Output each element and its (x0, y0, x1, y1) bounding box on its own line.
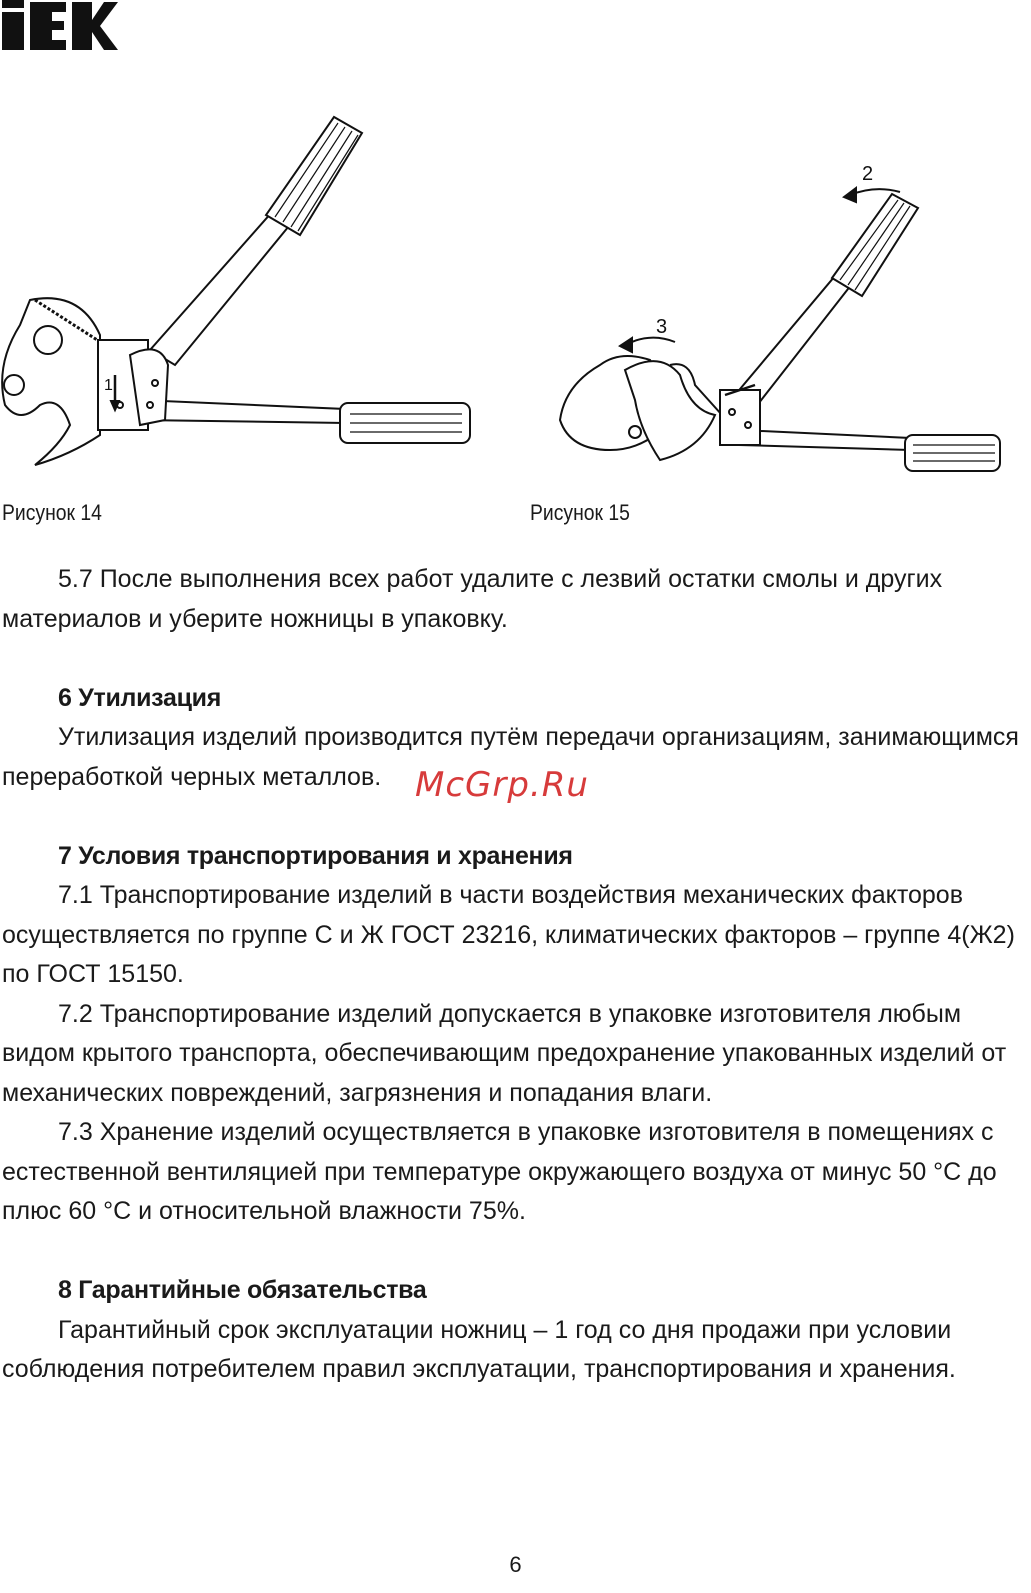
section-8-paragraph: Гарантийный срок эксплуатации ножниц – 1 год со дня продажи при условии соблюдения потребителем правил эксплуатации, транспортирования и хранения. (2, 1315, 956, 1383)
figure-14-caption: Рисунок 14 (2, 500, 102, 525)
paragraph-7-1: 7.1 Транспортирование изделий в части воздействия механических факторов осуществляется по группе С и Ж ГОСТ 23216, климатических факторов – группе 4(Ж2) по ГОСТ 15150. (2, 881, 1015, 988)
figure-14-illustration (0, 105, 480, 485)
figure-15-illustration (540, 150, 1010, 490)
figure-15-caption: Рисунок 15 (530, 500, 630, 525)
section-6-heading: 6 Утилизация (58, 683, 221, 712)
page-number: 6 (509, 1552, 522, 1577)
section-7-heading: 7 Условия транспортирования и хранения (58, 841, 573, 870)
section-6-paragraph: Утилизация изделий производится путём передачи организациям, занимающимся переработкой черных металлов. (2, 723, 1019, 791)
watermark: McGrp.Ru (415, 765, 589, 805)
document-body (2, 560, 1020, 1390)
paragraph-5-7: 5.7 После выполнения всех работ удалите с лезвий остатки смолы и других материалов и уберите ножницы в упаковку. (2, 565, 943, 633)
paragraph-7-3: 7.3 Хранение изделий осуществляется в упаковке изготовителя в помещениях с естественной вентиляцией при температуре окружающего воздуха от минус 50 °С до плюс 60 °С и относительной влажности 75%. (2, 1118, 997, 1225)
figure-15-arrow-label-2: 2 (862, 163, 874, 185)
paragraph-7-2: 7.2 Транспортирование изделий допускается в упаковке изготовителя любым видом крытого транспорта, обеспечивающим предохранение упакованных изделий от механических повреждений, загрязнения и попадания влаги. (2, 999, 1007, 1107)
figure-15-arrow-label-3: 3 (656, 316, 668, 338)
iek-logo (0, 0, 120, 56)
figure-14-arrow-label: 1 (104, 377, 113, 394)
section-8-heading: 8 Гарантийные обязательства (58, 1276, 427, 1304)
